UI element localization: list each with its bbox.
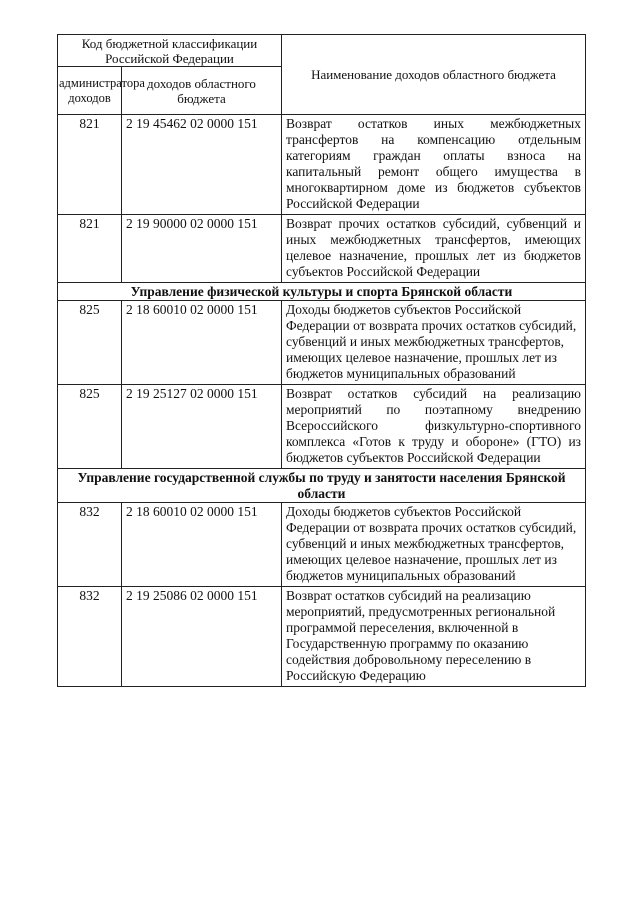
income-column-header: доходов областного бюджета	[122, 67, 282, 115]
admin-code-cell: 825	[58, 301, 122, 385]
table-row	[58, 587, 586, 687]
classification-code-cell: 2 18 60010 02 0000 151	[122, 503, 282, 587]
budget-classification-table	[57, 34, 586, 687]
section-header-row	[58, 283, 586, 301]
document-page	[57, 34, 585, 687]
admin-code-cell: 832	[58, 587, 122, 687]
admin-code-cell: 821	[58, 115, 122, 215]
name-column-header: Наименование доходов областного бюджета	[282, 35, 586, 115]
table-row	[58, 385, 586, 469]
section-header-row	[58, 469, 586, 503]
table-row	[58, 503, 586, 587]
income-name-cell: Возврат прочих остатков субсидий, субвенций и иных межбюджетных трансфертов, имеющих целевое назначение, прошлых лет из бюджетов субъектов Российской Федерации	[282, 215, 586, 283]
section-title: Управление физической культуры и спорта Брянской области	[58, 283, 586, 301]
classification-code-cell: 2 19 90000 02 0000 151	[122, 215, 282, 283]
admin-code-cell: 825	[58, 385, 122, 469]
income-name-cell: Возврат остатков иных межбюджетных трансфертов на компенсацию отдельным категориям граждан оплаты взноса на капитальный ремонт общего имущества в многоквартирном доме из бюджетов субъектов Российской Федерации	[282, 115, 586, 215]
income-name-cell: Доходы бюджетов субъектов Российской Федерации от возврата прочих остатков субсидий, субвенций и иных межбюджетных трансфертов, имеющих целевое назначение, прошлых лет из бюджетов муниципальных образований	[282, 503, 586, 587]
classification-code-cell: 2 19 25127 02 0000 151	[122, 385, 282, 469]
classification-header: Код бюджетной классификации Российской Федерации	[58, 35, 282, 67]
income-name-cell: Возврат остатков субсидий на реализацию мероприятий по поэтапному внедрению Всероссийского физкультурно-спортивного комплекса «Готов к труду и обороне» (ГТО) из бюджетов субъектов Российской Федерации	[282, 385, 586, 469]
admin-code-cell: 821	[58, 215, 122, 283]
classification-code-cell: 2 19 25086 02 0000 151	[122, 587, 282, 687]
income-name-cell: Возврат остатков субсидий на реализацию мероприятий, предусмотренных региональной программой переселения, включенной в Государственную программу по оказанию содействия добровольному переселению в Российскую Федерацию	[282, 587, 586, 687]
admin-column-header: администратора доходов	[58, 67, 122, 115]
classification-code-cell: 2 19 45462 02 0000 151	[122, 115, 282, 215]
classification-code-cell: 2 18 60010 02 0000 151	[122, 301, 282, 385]
admin-code-cell: 832	[58, 503, 122, 587]
section-title: Управление государственной службы по труду и занятости населения Брянской области	[58, 469, 586, 503]
income-name-cell: Доходы бюджетов субъектов Российской Федерации от возврата прочих остатков субсидий, субвенций и иных межбюджетных трансфертов, имеющих целевое назначение, прошлых лет из бюджетов муниципальных образований	[282, 301, 586, 385]
table-row	[58, 301, 586, 385]
table-row	[58, 115, 586, 215]
table-row	[58, 215, 586, 283]
